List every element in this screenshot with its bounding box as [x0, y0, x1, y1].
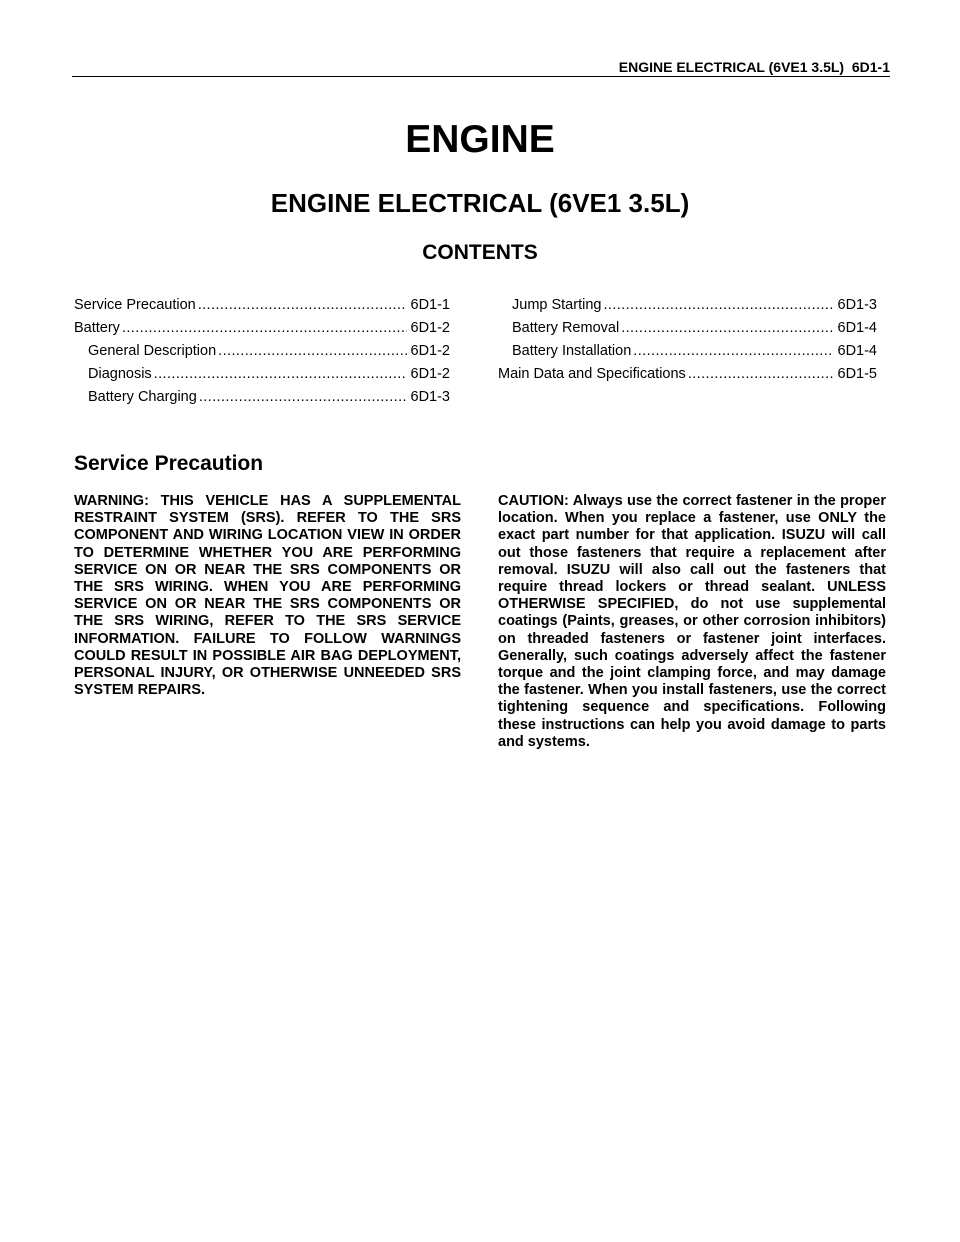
toc-entry-title: Battery Charging	[88, 389, 197, 405]
toc-leader-dots	[199, 386, 407, 409]
toc-entry-title: Jump Starting	[512, 297, 602, 313]
toc-entry[interactable]	[74, 340, 450, 363]
toc-leader-dots	[122, 317, 407, 340]
toc-entry-page: 6D1-2	[410, 320, 450, 336]
toc-entry-title: Diagnosis	[88, 366, 152, 382]
toc-entry-page: 6D1-2	[410, 343, 450, 359]
toc-entry-page: 6D1-4	[837, 343, 877, 359]
toc-leader-dots	[603, 294, 833, 317]
service-precaution-heading: Service Precaution	[74, 452, 264, 475]
running-header: ENGINE ELECTRICAL (6VE1 3.5L) 6D1-1	[618, 59, 890, 75]
caution-paragraph: CAUTION: Always use the correct fastener in the proper location. When you replace a fastener, use ONLY the exact part number for that application. ISUZU will call out those fasteners that require a replacement after removal. ISUZU will also call out the fasteners that require thread lockers or thread sealant. UNLESS OTHERWISE SPECIFIED, do not use supplemental coatings (Paints, greases, or other corrosion inhibitors) on threaded fasteners or fastener joint interfaces. Generally, such coatings adversely affect the fastener torque and the joint clamping force, and may damage the fastener. When you install fasteners, use the correct tightening sequence and specifications. Following these instructions can help you avoid damage to parts and systems.	[498, 493, 886, 750]
warning-paragraph: WARNING: THIS VEHICLE HAS A SUPPLEMENTAL RESTRAINT SYSTEM (SRS). REFER TO THE SRS COMPONENT AND WIRING LOCATION VIEW IN ORDER TO DETERMINE WHETHER YOU ARE PERFORMING SERVICE ON OR NEAR THE SRS COMPONENTS OR THE SRS WIRING. WHEN YOU ARE PERFORMING SERVICE ON OR NEAR THE SRS COMPONENTS OR THE SRS WIRING, REFER TO THE SRS SERVICE INFORMATION. FAILURE TO FOLLOW WARNINGS COULD RESULT IN POSSIBLE AIR BAG DEPLOYMENT, PERSONAL INJURY, OR OTHERWISE UNNEEDED SRS SYSTEM REPAIRS.	[74, 493, 461, 699]
toc-entry-page: 6D1-3	[837, 297, 877, 313]
toc-leader-dots	[218, 340, 406, 363]
toc-entry-title: Battery	[74, 320, 120, 336]
toc-entry-title: General Description	[88, 343, 217, 359]
toc-entry-page: 6D1-1	[410, 297, 450, 313]
toc-entry[interactable]	[498, 340, 877, 363]
toc-leader-dots	[154, 363, 407, 386]
chapter-title: ENGINE	[405, 118, 555, 161]
toc-entry[interactable]	[74, 317, 450, 340]
toc-entry-page: 6D1-2	[410, 366, 450, 382]
toc-entry[interactable]	[498, 317, 877, 340]
toc-entry-page: 6D1-3	[410, 389, 450, 405]
toc-entry-page: 6D1-4	[837, 320, 877, 336]
toc-entry-page: 6D1-5	[837, 366, 877, 382]
toc-left-column	[74, 294, 450, 409]
toc-right-column	[498, 294, 877, 386]
toc-entry[interactable]	[498, 363, 877, 386]
toc-leader-dots	[198, 294, 407, 317]
contents-heading: CONTENTS	[422, 241, 538, 264]
toc-entry[interactable]	[74, 386, 450, 409]
toc-leader-dots	[621, 317, 833, 340]
toc-entry-title: Battery Installation	[512, 343, 632, 359]
section-title: ENGINE ELECTRICAL (6VE1 3.5L)	[270, 188, 690, 218]
toc-entry[interactable]	[498, 294, 877, 317]
toc-entry-title: Battery Removal	[512, 320, 620, 336]
toc-entry-title: Main Data and Specifications	[498, 366, 686, 382]
toc-leader-dots	[688, 363, 834, 386]
toc-entry[interactable]	[74, 363, 450, 386]
toc-entry[interactable]	[74, 294, 450, 317]
toc-leader-dots	[633, 340, 833, 363]
toc-entry-title: Service Precaution	[74, 297, 196, 313]
header-rule	[72, 76, 890, 77]
